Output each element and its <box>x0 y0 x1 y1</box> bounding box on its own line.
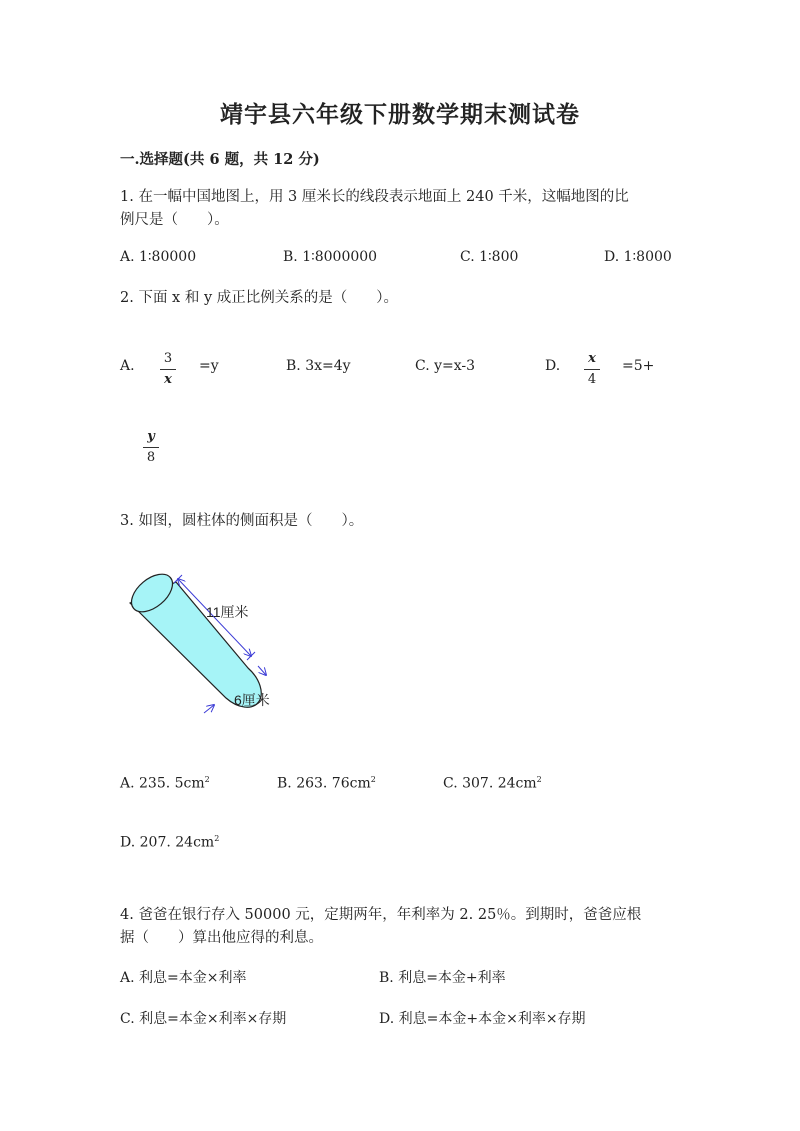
unit-superscript: 2 <box>214 834 220 843</box>
option-a-tail: =y <box>199 358 219 374</box>
question-4-option-b[interactable]: B. 利息=本金+利率 <box>379 970 506 986</box>
question-3-option-c[interactable] <box>443 775 542 792</box>
question-1-option-a[interactable]: A. 1∶80000 <box>120 249 197 265</box>
option-d-fraction <box>584 351 600 388</box>
option-d-label: D. <box>545 358 561 374</box>
fraction-denominator: 8 <box>146 450 156 465</box>
question-3-option-a[interactable] <box>120 775 210 792</box>
fraction-denominator: 4 <box>587 372 597 387</box>
unit-superscript: 2 <box>370 775 376 784</box>
fraction-numerator: 3 <box>163 351 173 366</box>
question-4-option-c[interactable]: C. 利息=本金×利率×存期 <box>120 1011 287 1027</box>
question-4-line2: 据（ ）算出他应得的利息。 <box>120 930 323 946</box>
question-1-stem <box>120 186 629 232</box>
question-1-option-d[interactable]: D. 1∶8000 <box>604 249 672 265</box>
question-4-stem <box>120 904 641 950</box>
option-text: B. 263. 76cm <box>277 775 371 792</box>
cylinder-figure <box>120 565 290 725</box>
length-label: 11厘米 <box>206 604 249 620</box>
fraction-numerator: y <box>147 429 155 444</box>
question-1-option-b[interactable]: B. 1∶8000000 <box>283 249 378 265</box>
option-d-tail: =5+ <box>622 358 655 374</box>
option-a-fraction <box>160 351 176 388</box>
option-text: C. 307. 24cm <box>443 775 537 792</box>
diameter-label: 6厘米 <box>234 692 270 708</box>
question-3-option-b[interactable] <box>277 775 376 792</box>
question-1-option-c[interactable]: C. 1∶800 <box>460 249 519 265</box>
fraction-numerator: x <box>588 351 596 366</box>
question-4-option-d[interactable]: D. 利息=本金+本金×利率×存期 <box>379 1011 586 1027</box>
question-1-line1: 1. 在一幅中国地图上，用 3 厘米长的线段表示地面上 240 千米，这幅地图的比 <box>120 189 629 205</box>
fraction-denominator: x <box>164 372 172 387</box>
section-heading: 一.选择题(共 6 题，共 12 分) <box>120 151 320 168</box>
question-1-line2: 例尺是（ ）。 <box>120 212 229 228</box>
question-2-stem: 2. 下面 x 和 y 成正比例关系的是（ ）。 <box>120 290 398 306</box>
option-text: D. 207. 24cm <box>120 834 215 851</box>
option-d-fraction-2 <box>143 429 159 466</box>
question-3-stem: 3. 如图，圆柱体的侧面积是（ ）。 <box>120 513 364 529</box>
question-4-option-a[interactable]: A. 利息=本金×利率 <box>120 970 247 986</box>
option-a-label: A. <box>120 358 135 374</box>
page-title: 靖宇县六年级下册数学期末测试卷 <box>220 101 580 128</box>
unit-superscript: 2 <box>204 775 210 784</box>
unit-superscript: 2 <box>536 775 542 784</box>
question-3-option-d[interactable] <box>120 834 219 851</box>
question-2-option-c[interactable]: C. y=x-3 <box>415 358 476 374</box>
option-text: A. 235. 5cm <box>120 775 205 792</box>
question-2-option-b[interactable]: B. 3x=4y <box>286 358 351 374</box>
question-4-line1: 4. 爸爸在银行存入 50000 元，定期两年，年利率为 2. 25％。到期时，爸爸应根 <box>120 907 642 923</box>
